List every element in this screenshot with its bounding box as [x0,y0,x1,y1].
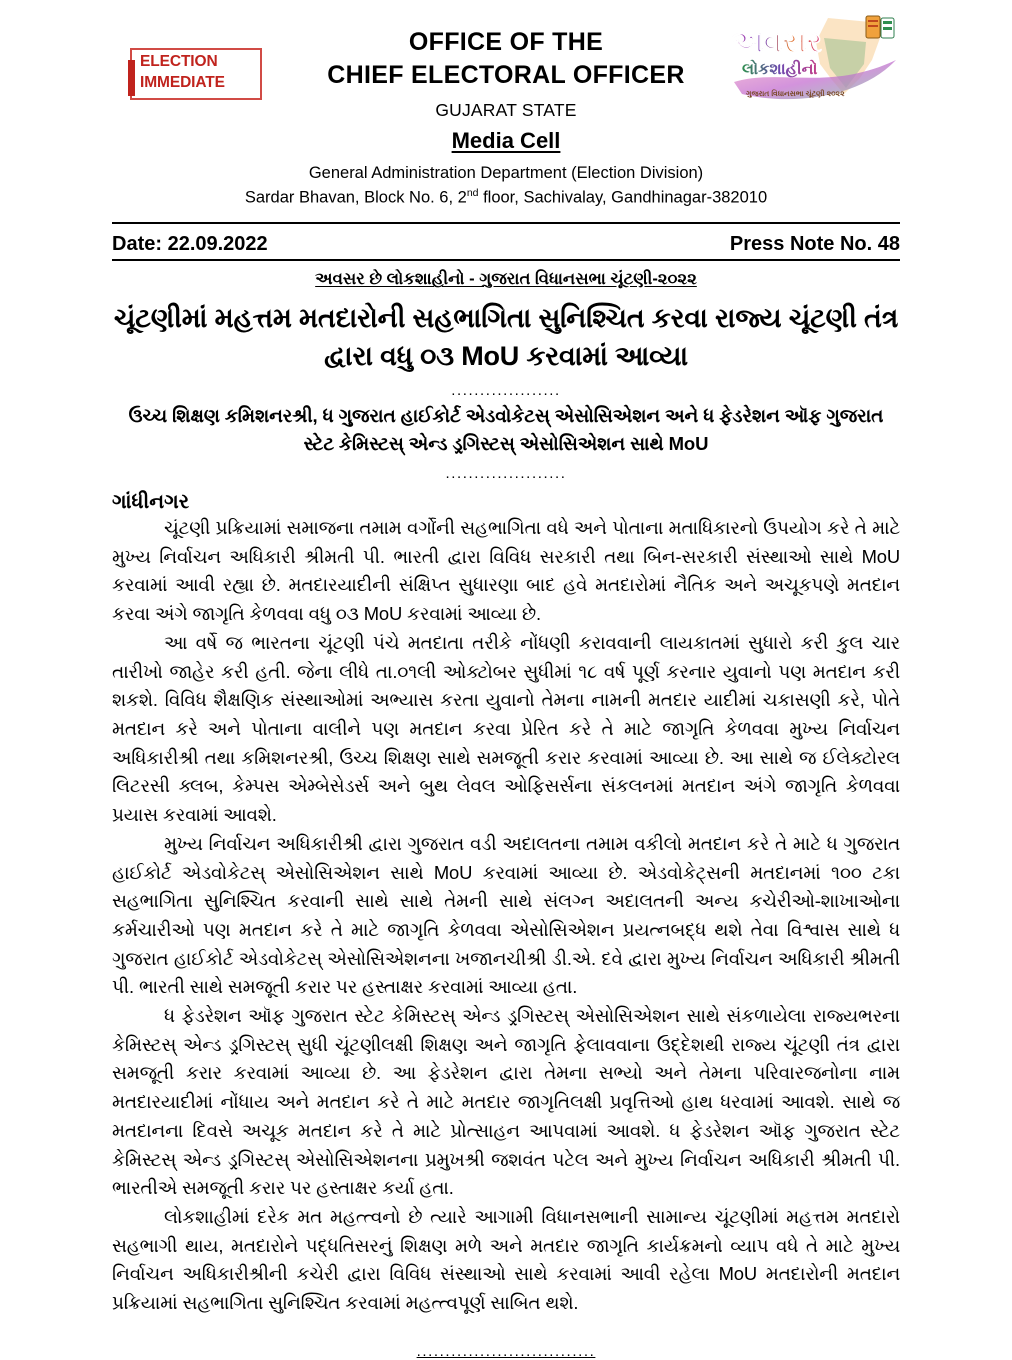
address-part-2: floor, Sachivalay, Gandhinagar-382010 [478,188,768,207]
body-paragraph [112,514,900,629]
svg-text:અવસર: અવસર [732,26,823,59]
end-of-document-marker: ............................... [416,1342,596,1360]
campaign-tagline: અવસર છે લોકશાહીનો - ગુજરાત વિધાનસભા ચૂંટણી-૨૦૨૨ [315,270,697,289]
office-line-2: CHIEF ELECTORAL OFFICER [327,61,685,89]
dateline-city: ગાંધીનગર [112,491,190,514]
paragraph-text: આ વર્ષે જ ભારતના ચૂંટણી પંચે મતદાતા તરીકે નોંધણી કરાવવાની લાયકાતમાં સુધારો કરી કુલ ચાર તારીખો જાહેર કરી હતી. જેના લીધે તા.૦૧લી ઓક્ટોબર સુધીમાં ૧૮ વર્ષ પૂર્ણ કરનાર યુવાનો પણ મતદાન કરી શકશે. વિવિધ શૈક્ષણિક સંસ્થાઓમાં અભ્યાસ કરતા યુવાનો તેમના નામની મતદાર યાદીમાં ચકાસણી કરે, પોતે મતદાન કરે અને પોતાના વાલીને પણ મતદાન કરવા પ્રેરિત કરે તે માટે જાગૃતિ કેળવવા મુખ્ય નિર્વાચન અધિકારીશ્રી તથા કમિશનરશ્રી, ઉચ્ચ શિક્ષણ સાથે સમજૂતી કરાર કરવામાં આવ્યા છે. આ સાથે જ ઈલેક્ટોરલ લિટરસી ક્લબ, કેમ્પસ એમ્બેસેડર્સ અને બુથ લેવલ ઓફિસર્સના સંકલનમાં મતદાન અંગે જાગૃતિ કેળવવા પ્રયાસ કરવામાં આવશે. [112,631,901,826]
body-paragraph [112,1203,900,1318]
stamp-accent-bar [128,60,135,96]
subheadline: ઉચ્ચ શિક્ષણ કમિશનરશ્રી, ધ ગુજરાત હાઈકોર્ટ એડવોકેટસ્ એસોસિએશન અને ધ ફેડરેશન ઑફ ગુજરાત સ્ટેટ કેમિસ્ટસ્ એન્ડ ડ્રગિસ્ટસ્ એસોસિએશન સાથે MoU [128,404,884,454]
svg-text:લોકશાહીનો: લોકશાહીનો [742,61,818,78]
dots-separator-top: ................... [451,381,561,399]
document-date: Date: 22.09.2022 [112,233,268,256]
date-row-divider [112,259,900,261]
body-paragraph [112,629,900,830]
address-ordinal-suffix: nd [466,186,479,199]
press-note-number: Press Note No. 48 [729,233,900,256]
page-title: ચૂંટણીમાં મહત્તમ મતદારોની સહભાગિતા સુનિશ્ચિત કરવા રાજ્ય ચૂંટણી તંત્ર દ્વારા વધુ ૦૩ MoU કરવામાં આવ્યા [113,303,899,371]
svg-text:ગુજરાત વિધાનસભા ચૂંટણી ૨૦૨૨: ગુજરાત વિધાનસભા ચૂંટણી ૨૦૨૨ [746,89,845,98]
body-paragraph [112,1002,900,1203]
paragraph-text: લોકશાહીમાં દરેક મત મહત્ત્વનો છે ત્યારે આગામી વિધાનસભાની સામાન્ય ચૂંટણીમાં મહત્તમ મતદારો સહભાગી થાય, મતદારોને પદ્ધતિસરનું શિક્ષણ મળે અને મતદાર જાગૃતિ કાર્યક્રમનો વ્યાપ વધે તે માટે મુખ્ય નિર્વાચન અધિકારીશ્રીની કચેરી દ્વારા વિવિધ સંસ્થાઓ સાથે કરવામાં આવી રહેલા MoU મતદારોની મતદાન પ્રક્રિયામાં સહભાગિતા સુનિશ્ચિત કરવામાં મહત્ત્વપૂર્ણ સાબિત થશે. [112,1205,900,1314]
paragraph-text: ચૂંટણી પ્રક્રિયામાં સમાજના તમામ વર્ગોંની સહભાગિતા વધે અને પોતાના મતાધિકારનો ઉપયોગ કરે તે માટે મુખ્ય નિર્વાચન અધિકારી શ્રીમતી પી. ભારતી દ્વારા વિવિધ સરકારી તથા બિન-સરકારી સંસ્થાઓ સાથે MoU કરવામાં આવી રહ્યા છે. મતદારયાદીની સંક્ષિપ્ત સુધારણા બાદ હવે મતદારોમાં નૈતિક અને અચૂકપણે મતદાન કરવા અંગે જાગૃતિ કેળવવા વધુ ૦૩ MoU કરવામાં આવ્યા છે. [112,517,900,625]
page-top-strip [112,0,900,118]
stamp-line-immediate: IMMEDIATE [140,74,225,91]
address-line [112,186,900,210]
department-line: General Administration Department (Election Division) [308,164,704,182]
dots-separator-bottom: ..................... [445,465,567,483]
media-cell-title: Media Cell [451,128,561,153]
avsar-lokshahino-logo [720,8,910,108]
paragraph-text: ધ ફેડરેશન ઑફ ગુજરાત સ્ટેટ કેમિસ્ટસ્ એન્ડ ડ્રગિસ્ટસ્ એસોસિએશન સાથે સંકળાયેલા રાજ્યભરના કેમિસ્ટસ્ એન્ડ ડ્રગિસ્ટસ્ સુધી ચૂંટણીલક્ષી શિક્ષણ અને જાગૃતિ ફેલાવવાના ઉદ્દેશથી રાજ્ય ચૂંટણી તંત્ર દ્વારા સમજૂતી કરાર કરવામાં આવ્યા છે. આ ફેડરેશન દ્વારા તેમના સભ્યો અને તેમના પરિવારજનોના નામ મતદારયાદીમાં નોંધાય અને મતદાન કરે તે માટે મતદાર જાગૃતિલક્ષી પ્રવૃત્તિઓ હાથ ધરવામાં આવશે. સાથે જ મતદાનના દિવસે અચૂક મતદાન કરે તે માટે પ્રોત્સાહન આપવામાં આવશે. ધ ફેડરેશન ઑફ ગુજરાત સ્ટેટ કેમિસ્ટસ્ એન્ડ ડ્રગિસ્ટસ્ એસોસિએશનના પ્રમુખશ્રી જશવંત પટેલ અને મુખ્ય નિર્વાચન અધિકારી શ્રીમતી પી. ભારતીએ સમજૂતી કરાર પર હસ્તાક્ષર કર્યા હતા. [112,1005,900,1199]
date-pressnote-row [112,233,900,256]
body-paragraph [112,830,900,1002]
stamp-line-election: ELECTION [140,53,218,70]
header-divider [112,222,900,224]
state-name: GUJARAT STATE [435,100,577,120]
paragraph-text: મુખ્ય નિર્વાચન અધિકારીશ્રી દ્વારા ગુજરાત વડી અદાલતના તમામ વકીલો મતદાન કરે તે માટે ધ ગુજરાત હાઈકોર્ટ એડવોકેટસ્ એસોસિએશન સાથે MoU કરવામાં આવ્યા છે. એડવોકેટ્સની મતદાનમાં ૧૦૦ ટકા સહભાગિતા સુનિશ્ચિત કરવાની સાથે સાથે તેમની સાથે સંલગ્ન અદાલતની અન્ય કચેરીઓ-શાખાઓના કર્મચારીઓ પણ મતદાન કરે તે માટે જાગૃતિ કેળવવા એસોસિએશન પ્રયત્નબદ્ધ થશે તેવા વિશ્વાસ સાથે ધ ગુજરાત હાઈકોર્ટ એડવોકેટસ્ એસોસિએશનના ખજાનચીશ્રી ડી.એ. દવે દ્વારા મુખ્ય નિર્વાચન અધિકારી શ્રીમતી પી. ભારતી સાથે સમજૂતી કરાર પર હસ્તાક્ષર કરવામાં આવ્યા હતા. [112,832,900,998]
office-line-1: OFFICE OF THE [408,28,604,56]
election-immediate-stamp [130,48,262,100]
press-note-body [112,514,900,1318]
address-part-1: Sardar Bhavan, Block No. 6, 2 [244,188,467,207]
